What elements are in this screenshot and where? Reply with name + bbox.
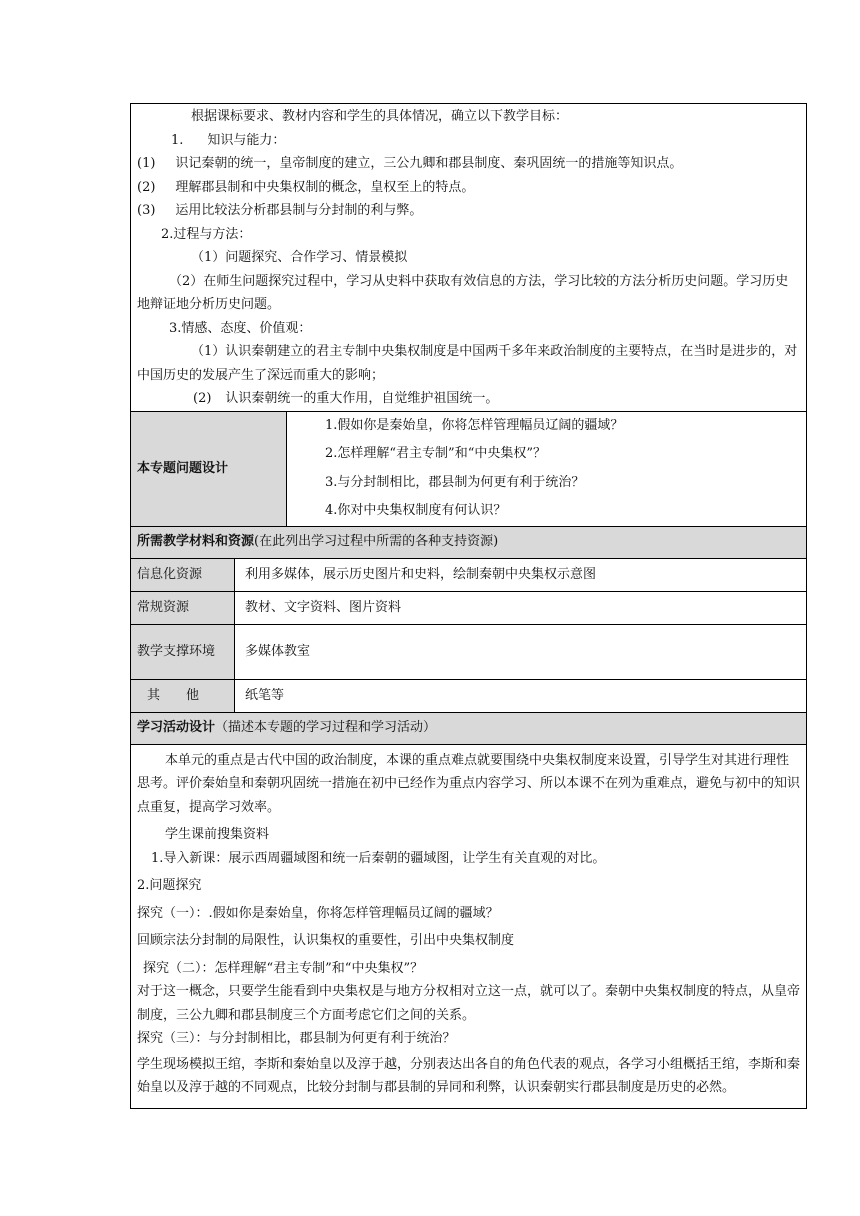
questions-list-cell — [287, 411, 807, 526]
inquiry-1-answer: 回顾宗法分封制的局限性，认识集权的重要性，引出中央集权制度 — [137, 933, 515, 948]
process-item-2: （2）在师生问题探究过程中，学习从史料中获取有效信息的方法，学习比较的方法分析历史问题。学习历史地辩证地分析历史问题。 — [137, 273, 789, 312]
knowledge-item-3-text: 运用比较法分析郡县制与分封制的利与弊。 — [175, 203, 423, 218]
knowledge-heading-text: 知识与能力： — [207, 132, 286, 148]
resource-value-cell — [235, 558, 807, 591]
knowledge-item-2 — [131, 176, 806, 200]
knowledge-item-3-num: (3) — [137, 203, 156, 218]
process-item-1: （1）问题探究、合作学习、情景模拟 — [191, 250, 408, 265]
question-item-1: 1.假如你是秦始皇，你将怎样管理幅员辽阔的疆域？ — [325, 417, 624, 433]
resource-label-cell — [131, 591, 235, 624]
resource-label-cell — [131, 558, 235, 591]
resource-label-cell — [131, 624, 235, 679]
knowledge-item-2-text: 理解郡县制和中央集权制的概念，皇权至上的特点。 — [175, 179, 475, 195]
activity-body-cell — [131, 744, 807, 1108]
attitude-item-2-num: (2) — [193, 391, 212, 406]
resource-row-it — [131, 558, 807, 591]
resource-row-environment — [131, 624, 807, 679]
resource-label: 教学支撑环境 — [137, 643, 216, 659]
inquiry-2-question: 探究（二）：怎样理解“君主专制”和“中央集权”？ — [143, 960, 424, 976]
knowledge-item-1-num: (1) — [137, 156, 156, 171]
resource-value: 纸笔等 — [245, 687, 285, 703]
knowledge-heading — [131, 129, 806, 153]
objectives-cell — [131, 104, 807, 412]
attitude-item-1: （1）认识秦朝建立的君主专制中央集权制度是中国两千多年来政治制度的主要特点，在当时是进步的，对中国历史的发展产生了深远而重大的影响； — [137, 344, 798, 383]
resource-label: 信息化资源 — [137, 566, 203, 582]
resources-header-cell — [131, 526, 807, 558]
question-item-4: 4.你对中央集权制度有何认识？ — [325, 503, 507, 518]
knowledge-item-1 — [131, 152, 806, 176]
attitude-heading: 3.情感、态度、价值观： — [169, 320, 312, 336]
activity-header-title: 学习活动设计 — [137, 720, 216, 736]
process-heading: 2.过程与方法： — [161, 226, 252, 242]
resources-header-title: 所需教学材料和资源 — [137, 534, 255, 550]
activity-prep: 学生课前搜集资料 — [165, 827, 270, 842]
questions-row — [131, 411, 807, 526]
activity-step-1: 1.导入新课：展示西周疆域图和统一后秦朝的疆域图，让学生有关直观的对比。 — [151, 850, 606, 866]
inquiry-3-question: 探究（三）：与分封制相比，郡县制为何更有利于统治？ — [137, 1031, 456, 1046]
resource-value-cell — [235, 679, 807, 712]
resource-value: 利用多媒体，展示历史图片和史料，绘制秦朝中央集权示意图 — [245, 566, 597, 582]
knowledge-item-1-text: 识记秦朝的统一，皇帝制度的建立，三公九卿和郡县制度、秦巩固统一的措施等知识点。 — [175, 156, 683, 171]
knowledge-item-2-num: (2) — [137, 179, 156, 195]
attitude-item-2 — [131, 387, 806, 411]
activity-step-2: 2.问题探究 — [137, 878, 202, 893]
activity-body-row — [131, 744, 807, 1108]
resources-header-row — [131, 526, 807, 558]
resource-row-other — [131, 679, 807, 712]
question-item-2: 2.怎样理解“君主专制”和“中央集权”？ — [325, 446, 546, 461]
activity-header-note: （描述本专题的学习过程和学习活动） — [215, 720, 437, 736]
resource-value-cell — [235, 591, 807, 624]
questions-label: 本专题问题设计 — [137, 460, 229, 476]
resource-value-cell — [235, 624, 807, 679]
knowledge-heading-num: 1. — [171, 132, 184, 148]
inquiry-3-answer: 学生现场模拟王绾，李斯和秦始皇以及淳于越，分别表达出各自的角色代表的观点，各学习小组概括王绾，李斯和秦始皇以及淳于越的不同观点，比较分封制与郡县制的异同和利弊，认识秦朝实行郡县制度是历史的必然。 — [137, 1056, 801, 1095]
resource-label: 常规资源 — [137, 599, 190, 615]
question-item-3: 3.与分封制相比，郡县制为何更有利于统治？ — [325, 474, 585, 490]
resource-value: 多媒体教室 — [245, 643, 311, 659]
resources-header — [131, 530, 806, 554]
activity-header-row — [131, 712, 807, 744]
objectives-row — [131, 104, 807, 412]
resources-header-note: (在此列出学习过程中所需的各种支持资源) — [254, 534, 499, 550]
resource-row-regular — [131, 591, 807, 624]
lesson-plan-table — [130, 103, 807, 1109]
knowledge-item-3 — [131, 199, 806, 223]
inquiry-2-answer: 对于这一概念，只要学生能看到中央集权是与地方分权相对立这一点，就可以了。秦朝中央集权制度的特点，从皇帝制度，三公九卿和郡县制度三个方面考虑它们之间的关系。 — [137, 984, 801, 1023]
activity-header-cell — [131, 712, 807, 744]
questions-label-cell — [131, 411, 287, 526]
inquiry-1-question: 探究（一）：.假如你是秦始皇，你将怎样管理幅员辽阔的疆域？ — [137, 905, 499, 921]
resource-value: 教材、文字资料、图片资料 — [245, 599, 402, 615]
resource-label: 其 他 — [147, 687, 200, 703]
activity-intro: 本单元的重点是古代中国的政治制度，本课的重点难点就要围绕中央集权制度来设置，引导学生对其进行理性思考。评价秦始皇和秦朝巩固统一措施在初中已经作为重点内容学习、所以本课不在列为重难点，避免与初中的知识点重复，提高学习效率。 — [137, 752, 801, 815]
attitude-item-2-text: 认识秦朝统一的重大作用，自觉维护祖国统一。 — [225, 391, 499, 406]
resource-label-cell — [131, 679, 235, 712]
objectives-intro: 根据课标要求、教材内容和学生的具体情况，确立以下教学目标： — [191, 109, 569, 124]
activity-header — [131, 716, 806, 740]
lesson-plan-page — [130, 103, 806, 1109]
